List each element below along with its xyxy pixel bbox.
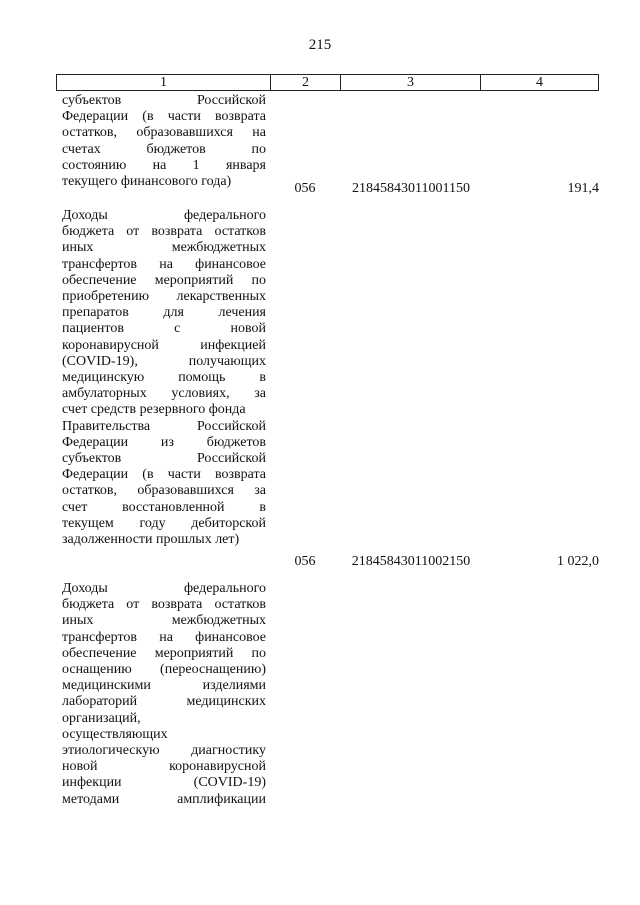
description-line: препаратов для лечения [62,305,266,321]
budget-classification-code: 21845843011001150 [352,181,470,196]
description-line: этиологическую диагностику [62,743,266,759]
description-line: лабораторий медицинских [62,694,266,710]
description-line: Федерации (в части возврата [62,467,266,483]
description-line: амбулаторных условиях, за [62,386,266,402]
admin-code: 056 [294,554,316,569]
description-line: Доходы федерального [62,581,266,596]
admin-code: 056 [294,181,316,196]
description-line: методами амплификации [62,791,266,807]
description-line: бюджета от возврата остатков [62,224,266,240]
description-line: остатков, образовавшихся на [62,125,266,141]
amount: 191,4 [567,181,599,196]
description-line: медицинскую помощь в [62,370,266,386]
description-line: Федерации из бюджетов [62,434,266,450]
description-line: организаций, [62,710,141,726]
description-line: новой коронавирусной [62,759,266,775]
description-line: Федерации (в части возврата [62,109,266,125]
income-description [62,581,266,808]
description-line: Правительства Российской [62,418,266,434]
description-line: задолженности прошлых лет) [62,532,240,548]
description-line: счет восстановленной в [62,499,266,515]
description-line: обеспечение мероприятий по [62,645,266,661]
column-header-3: 3 [341,75,481,90]
budget-classification-code: 21845843011002150 [351,554,471,569]
description-line: пациентов с новой [62,321,266,337]
description-line: иных межбюджетных [62,613,266,629]
description-line: текущем году дебиторской [62,515,266,531]
description-line: инфекции (COVID-19) [62,775,266,791]
description-line: Доходы федерального [62,208,266,223]
table-column-header [56,74,599,91]
description-line: счет средств резервного фонда [62,402,246,418]
description-line: трансфертов на финансовое [62,629,266,645]
description-line: субъектов Российской [62,451,266,467]
description-line: бюджета от возврата остатков [62,597,266,613]
amount: 1 022,0 [557,554,599,569]
description-line: иных межбюджетных [62,240,266,256]
description-line: обеспечение мероприятий по [62,272,266,288]
page-number: 215 [308,37,332,53]
description-line: приобретению лекарственных [62,289,266,305]
description-line: субъектов Российской [62,93,266,108]
description-line: медицинскими изделиями [62,678,266,694]
description-line: счетах бюджетов по [62,141,266,157]
description-line: коронавирусной инфекцией [62,337,266,353]
income-description [62,93,266,190]
description-line: оснащению (переоснащению) [62,662,266,678]
description-line: осуществляющих [62,726,168,742]
description-line: трансфертов на финансовое [62,256,266,272]
description-line: (COVID-19), получающих [62,353,266,369]
column-header-4: 4 [536,75,543,90]
description-line: состоянию на 1 января [62,157,266,173]
description-line: текущего финансового года) [62,174,232,190]
column-header-1: 1 [57,75,271,90]
description-line: остатков, образовавшихся за [62,483,266,499]
column-header-2: 2 [271,75,341,90]
income-description [62,208,266,548]
